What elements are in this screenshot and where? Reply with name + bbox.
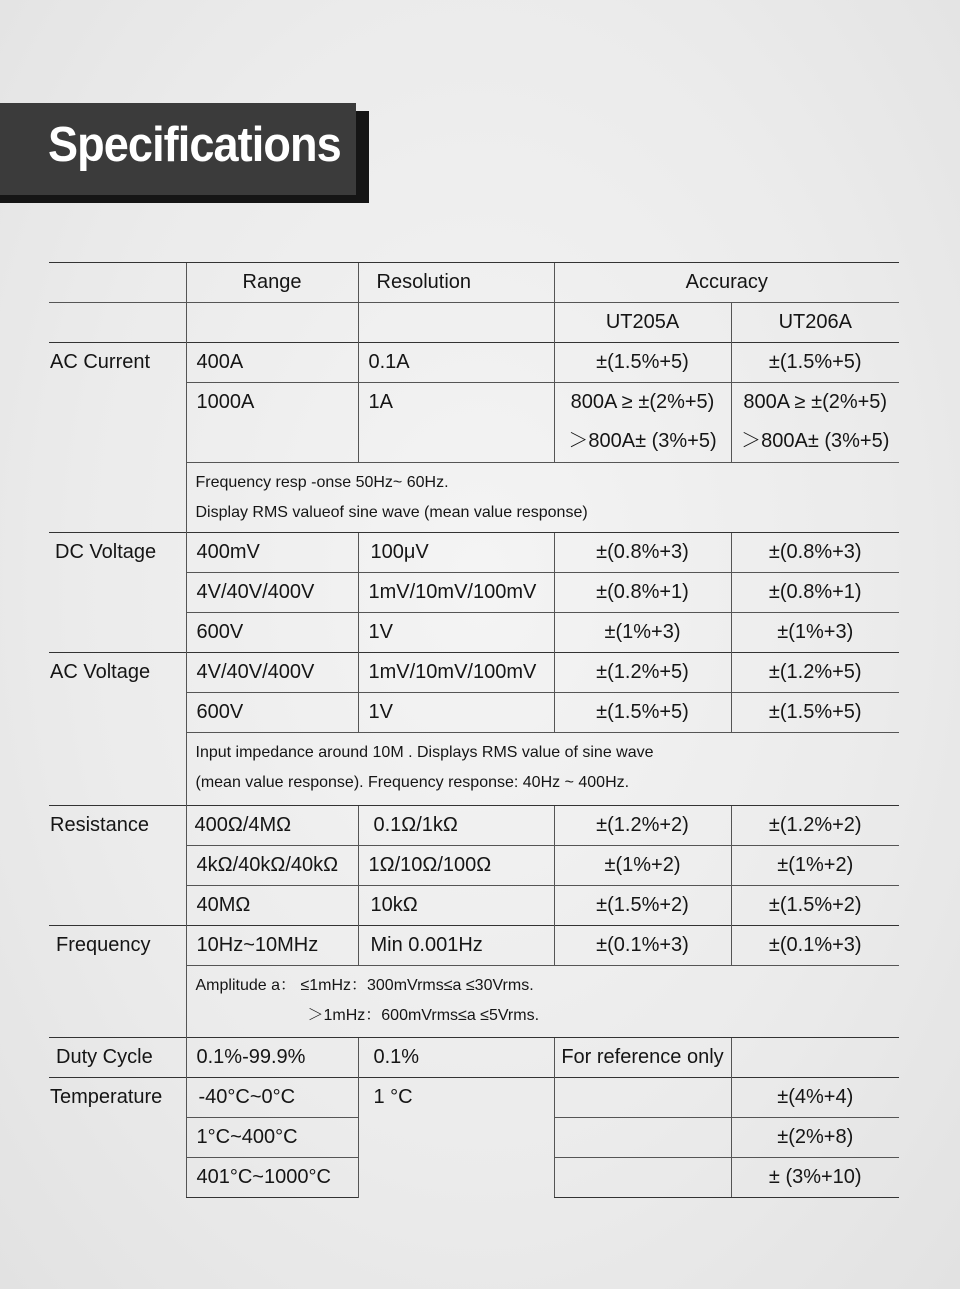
ut206a-cell (731, 1038, 899, 1078)
header-row (49, 263, 899, 303)
ut205a-line1: 800A ≥ ±(2%+5) (570, 391, 715, 413)
model-resolution-empty (358, 303, 554, 343)
param-temperature: Temperature (49, 1078, 186, 1198)
ut205a-cell: ±(1%+3) (554, 613, 731, 653)
header-resolution: Resolution (358, 263, 554, 303)
page-title: Specifications (48, 118, 341, 172)
range-cell: 400A (186, 343, 358, 383)
param-resistance: Resistance (49, 806, 186, 926)
resolution-cell: 1 °C (358, 1078, 554, 1198)
ut205a-cell (554, 1118, 731, 1158)
ut206a-cell (731, 383, 899, 463)
spec-table (49, 262, 899, 1198)
ut206a-line1: 800A ≥ ±(2%+5) (743, 391, 888, 413)
range-cell: 0.1%-99.9% (186, 1038, 358, 1078)
resolution-cell: 1mV/10mV/100mV (358, 573, 554, 613)
table-row (49, 806, 899, 846)
ut206a-line2: ＞800A± (3%+5) (741, 430, 890, 452)
range-cell: 400Ω/4MΩ (186, 806, 358, 846)
resolution-cell: 100μV (358, 533, 554, 573)
ut205a-cell: ±(1.5%+5) (554, 693, 731, 733)
param-duty-cycle: Duty Cycle (49, 1038, 186, 1078)
table-row (49, 343, 899, 383)
range-cell: 4V/40V/400V (186, 653, 358, 693)
ut206a-cell: ±(0.1%+3) (731, 926, 899, 966)
ut205a-cell: ±(1%+2) (554, 846, 731, 886)
resolution-cell: 0.1% (358, 1038, 554, 1078)
ut205a-cell: ±(1.5%+5) (554, 343, 731, 383)
model-ut205a: UT205A (554, 303, 731, 343)
ut205a-cell: ±(1.2%+5) (554, 653, 731, 693)
resolution-cell: Min 0.001Hz (358, 926, 554, 966)
ut205a-cell: ±(1.2%+2) (554, 806, 731, 846)
ut206a-cell: ±(1%+3) (731, 613, 899, 653)
ut206a-cell: ±(1.5%+5) (731, 693, 899, 733)
ut206a-cell: ±(1.2%+2) (731, 806, 899, 846)
ut206a-cell: ±(1.2%+5) (731, 653, 899, 693)
range-cell: -40°C~0°C (186, 1078, 358, 1118)
table-row (49, 1078, 899, 1118)
resolution-cell: 10kΩ (358, 886, 554, 926)
range-cell: 1°C~400°C (186, 1118, 358, 1158)
param-dc-voltage: DC Voltage (49, 533, 186, 653)
table-row (49, 926, 899, 966)
model-ut206a: UT206A (731, 303, 899, 343)
ut205a-cell (554, 383, 731, 463)
param-ac-current: AC Current (49, 343, 186, 533)
ut205a-cell: ±(1.5%+2) (554, 886, 731, 926)
note-line: (mean value response). Frequency response: 40Hz ~ 400Hz. (195, 774, 630, 791)
resolution-cell: 1Ω/10Ω/100Ω (358, 846, 554, 886)
ut206a-cell: ±(0.8%+3) (731, 533, 899, 573)
param-frequency: Frequency (49, 926, 186, 1038)
table-row (49, 1038, 899, 1078)
ut205a-cell: ±(0.8%+1) (554, 573, 731, 613)
ut206a-cell: ±(2%+8) (731, 1118, 899, 1158)
range-cell: 1000A (186, 383, 358, 463)
range-cell: 4V/40V/400V (186, 573, 358, 613)
resolution-cell: 1mV/10mV/100mV (358, 653, 554, 693)
frequency-note (186, 966, 899, 1038)
ut206a-cell: ±(1.5%+2) (731, 886, 899, 926)
resolution-cell: 0.1A (358, 343, 554, 383)
note-line: Display RMS valueof sine wave (mean value response) (195, 504, 588, 521)
range-cell: 40MΩ (186, 886, 358, 926)
ut205a-cell: For reference only (554, 1038, 731, 1078)
header-accuracy: Accuracy (554, 263, 899, 303)
ut206a-cell: ±(0.8%+1) (731, 573, 899, 613)
ut206a-cell: ±(1%+2) (731, 846, 899, 886)
ut206a-cell: ±(4%+4) (731, 1078, 899, 1118)
resolution-cell: 1A (358, 383, 554, 463)
range-cell: 4kΩ/40kΩ/40kΩ (186, 846, 358, 886)
model-row (49, 303, 899, 343)
resolution-cell: 1V (358, 613, 554, 653)
resolution-cell: 0.1Ω/1kΩ (358, 806, 554, 846)
ac-voltage-note (186, 733, 899, 806)
ut205a-line2: ＞800A± (3%+5) (568, 430, 717, 452)
range-cell: 600V (186, 693, 358, 733)
resolution-cell: 1V (358, 693, 554, 733)
note-line: Frequency resp -onse 50Hz~ 60Hz. (195, 474, 449, 491)
ut205a-cell: ±(0.1%+3) (554, 926, 731, 966)
ut205a-cell (554, 1158, 731, 1198)
note-line: Amplitude a： ≤1mHz：300mVrms≤a ≤30Vrms. (195, 977, 534, 994)
range-cell: 600V (186, 613, 358, 653)
model-range-empty (186, 303, 358, 343)
table-row (49, 533, 899, 573)
header-range: Range (186, 263, 358, 303)
note-line: Input impedance around 10M . Displays RMS value of sine wave (195, 744, 654, 761)
range-cell: 400mV (186, 533, 358, 573)
range-cell: 401°C~1000°C (186, 1158, 358, 1198)
note-line: ＞1mHz：600mVrms≤a ≤5Vrms. (307, 1007, 540, 1024)
header-empty (49, 263, 186, 303)
ut206a-cell: ± (3%+10) (731, 1158, 899, 1198)
param-ac-voltage: AC Voltage (49, 653, 186, 806)
range-cell: 10Hz~10MHz (186, 926, 358, 966)
table-row (49, 653, 899, 693)
ut205a-cell (554, 1078, 731, 1118)
ac-current-note (186, 463, 899, 533)
ut206a-cell: ±(1.5%+5) (731, 343, 899, 383)
model-empty (49, 303, 186, 343)
ut205a-cell: ±(0.8%+3) (554, 533, 731, 573)
